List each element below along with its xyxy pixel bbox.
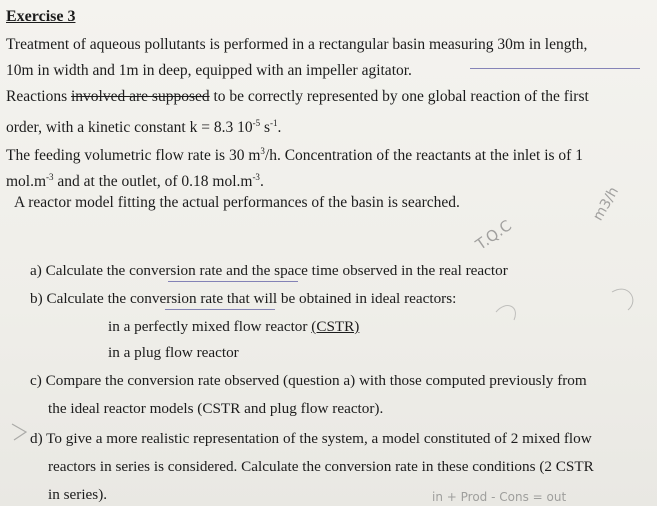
paragraph-3-line-1: The feeding volumetric flow rate is 30 $m^3/h$. Concentration of the reactants at the inlet is of 1 [6, 146, 583, 164]
arrow-mark [12, 424, 26, 440]
pen-underline [165, 309, 275, 310]
question-a: a) Calculate the conversion rate and the space time observed in the real reactor [30, 262, 508, 279]
pencil-curve [496, 306, 515, 320]
paragraph-2-line-1: Reactions involved are supposed to be correctly represented by one global reaction of the first [6, 88, 589, 105]
question-d-line-3: in series). [48, 486, 108, 503]
question-b: b) Calculate the conversion rate that will be obtained in ideal reactors: [30, 290, 457, 307]
paragraph-1-line-2: 10m in width and 1m in deep, equipped with an impeller agitator. [6, 62, 412, 79]
question-b-item-1: in a perfectly mixed flow reactor (CSTR) [108, 318, 360, 335]
exercise-title: Exercise 3 [6, 8, 76, 25]
pen-underline [470, 68, 640, 69]
struck-text: involved are supposed [71, 88, 210, 105]
question-c-line-1: c) Compare the conversion rate observed (question a) with those computed previously from [30, 372, 587, 389]
handwritten-note: in + Prod - Cons = out [432, 490, 567, 504]
question-c-line-2: the ideal reactor models (CSTR and plug flow reactor). [48, 400, 384, 417]
paragraph-4: A reactor model fitting the actual performances of the basin is searched. [14, 194, 460, 211]
handwritten-note: m3/h [590, 184, 623, 224]
question-b-item-2: in a plug flow reactor [108, 344, 239, 361]
pen-underline [168, 281, 298, 282]
paragraph-1-line-1: Treatment of aqueous pollutants is performed in a rectangular basin measuring 30m in length, [6, 36, 588, 53]
question-d-line-1: d) To give a more realistic representation of the system, a model constituted of 2 mixed flow [30, 430, 592, 447]
paragraph-2-line-2: order, with a kinetic constant k = 8.3 $10^{-5}$ $s^{-1}$. [6, 118, 282, 136]
paragraph-3-line-2: $mol.m^{-3}$ and at the outlet, of 0.18 $mol.m^{-3}$. [6, 172, 264, 190]
handwritten-note: T.Q.C [472, 216, 515, 254]
question-d-line-2: reactors in series is considered. Calculate the conversion rate in these conditions (2 CSTR [48, 458, 594, 475]
pencil-curve [612, 289, 633, 310]
